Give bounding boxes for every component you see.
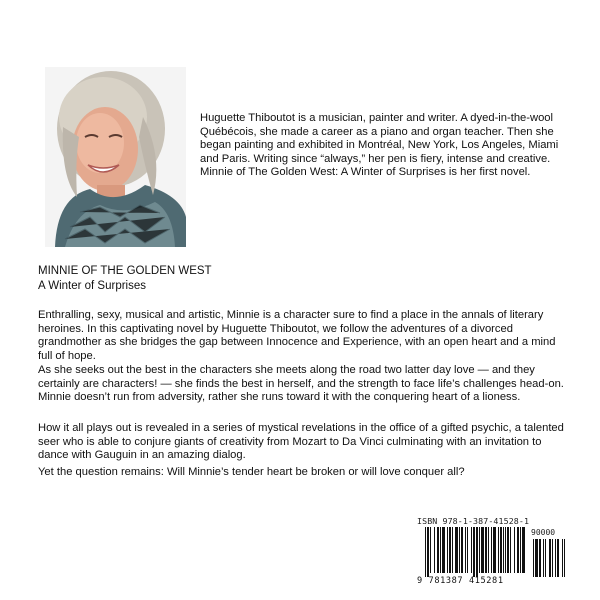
synopsis-paragraph: Yet the question remains: Will Minnie’s tender heart be broken or will love conquer all? xyxy=(38,466,465,478)
isbn-barcode xyxy=(417,516,567,588)
book-subtitle: A Winter of Surprises xyxy=(38,280,147,292)
synopsis-paragraph: As she seeks out the best in the characters she meets along the road two latter day love — and they certainly are characters! — she finds the best in herself, and the strength to face life’s challenges head-on. Minnie doesn’t run from adversity, rather she runs toward it with the conquering heart of a lioness. xyxy=(38,364,564,404)
author-bio: Huguette Thiboutot is a musician, painter and writer. A dyed-in-the-wool Québécois, she made a career as a piano and organ teacher. Then she began painting and exhibited in Montréal, New York, Los Angeles, Miami and Paris. Writing since “always,” her pen is fiery, intense and creative. Minnie of The Golden West: A Winter of Surprises is her first novel. xyxy=(200,112,559,178)
barcode-addon-number: 90000 xyxy=(531,528,556,537)
synopsis-paragraph: Enthralling, sexy, musical and artistic, Minnie is a character sure to find a place in the annals of literary heroines. In this captivating novel by Huguette Thiboutot, we follow the adventures of a divorced grandmother as she bridges the gap between Innocence and Experience, with an open heart and a mind full of hope. xyxy=(38,309,556,362)
barcode-digits: 9 781387 415281 xyxy=(417,576,504,586)
book-title: MINNIE OF THE GOLDEN WEST xyxy=(38,265,212,277)
synopsis-paragraph: How it all plays out is revealed in a series of mystical revelations in the office of a gifted psychic, a talented seer who is able to conjure giants of creativity from Mozart to Da Vinci culminating with an invitation to dance with Gauguin in an amazing dialog. xyxy=(38,422,564,462)
author-photo xyxy=(45,67,186,247)
isbn-label: ISBN 978-1-387-41528-1 xyxy=(417,516,530,526)
